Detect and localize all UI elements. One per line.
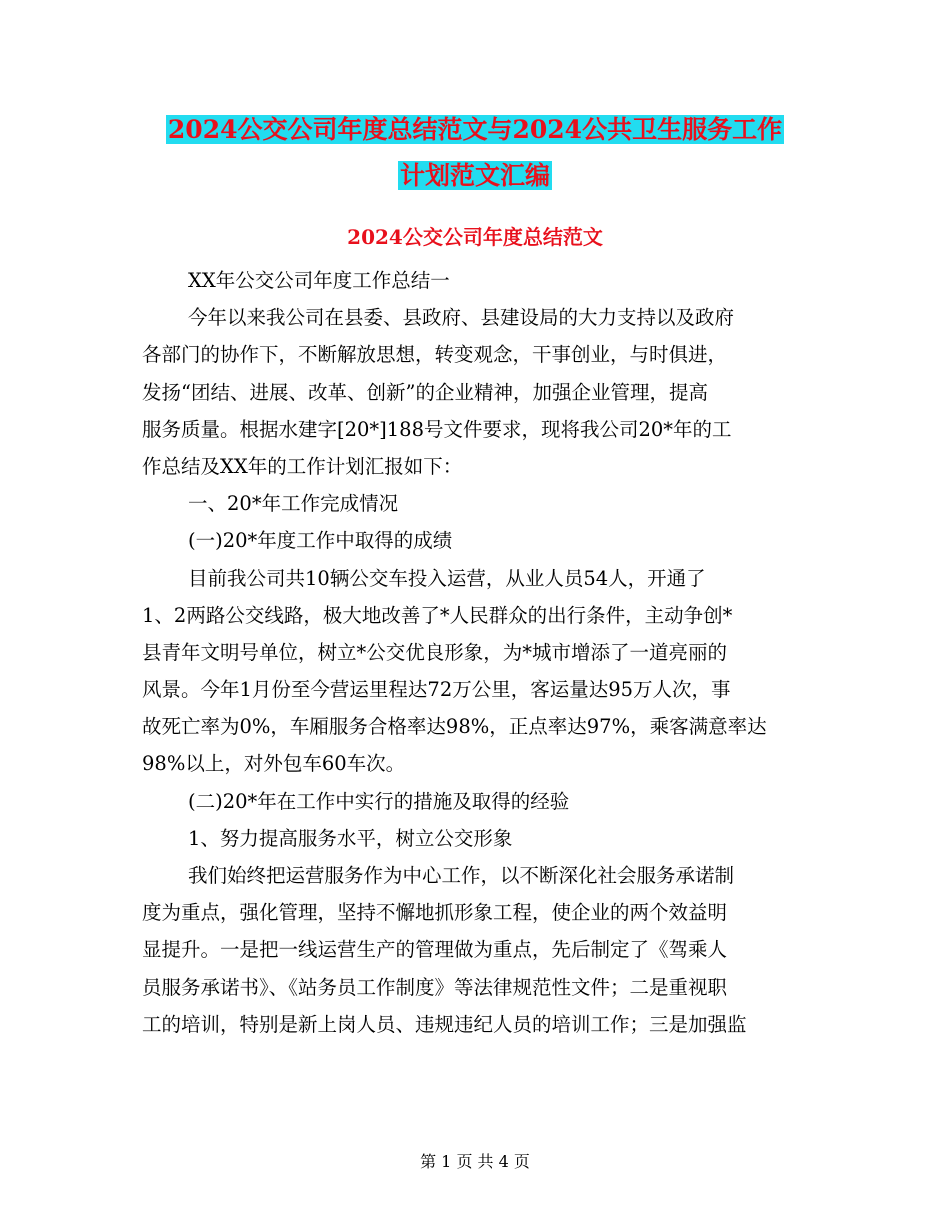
document-body [142,262,812,1043]
text-line: 一、20*年工作完成情况 [188,492,399,516]
text-line: 发扬“团结、进展、改革、创新”的企业精神，加强企业管理，提高 [142,380,708,404]
page-footer: 第 1 页 共 4 页 [420,1152,530,1171]
text-line: 员服务承诺书》、《站务员工作制度》等法律规范性文件；二是重视职 [142,975,728,999]
text-line: 今年以来我公司在县委、县政府、县建设局的大力支持以及政府 [188,306,735,330]
title-highlight: 2024公交公司年度总结范文与2024公共卫生服务工作 [167,115,783,144]
text-line: 1、努力提高服务水平，树立公交形象 [188,826,513,850]
text-line: 风景。今年1月份至今营运里程达72万公里，客运量达95万人次，事 [142,678,731,702]
title-highlight: 计划范文汇编 [399,161,550,190]
section-title: 2024公交公司年度总结范文 [347,225,603,249]
text-line: 我们始终把运营服务作为中心工作，以不断深化社会服务承诺制 [188,864,735,887]
text-line: 工的培训，特别是新上岗人员、违规违纪人员的培训工作；三是加强监 [142,1012,747,1036]
text-line: 目前我公司共10辆公交车投入运营，从业人员54人，开通了 [188,566,706,590]
text-line: 服务质量。根据水建字[20*]188号文件要求，现将我公司20*年的工 [142,417,732,441]
document-title-line-1 [0,108,950,152]
text-line: (一)20*年度工作中取得的成绩 [188,529,453,553]
text-line: 县青年文明号单位，树立*公交优良形象，为*城市增添了一道亮丽的 [142,640,728,664]
text-line: XX年公交公司年度工作总结一 [188,269,450,292]
text-line: 作总结及XX年的工作计划汇报如下： [142,454,463,478]
text-line: 1、2两路公交线路，极大地改善了*人民群众的出行条件，主动争创* [142,603,733,627]
text-line: 各部门的协作下，不断解放思想，转变观念，干事创业，与时俱进， [142,343,728,367]
document-title-line-2 [0,154,950,198]
text-line: 故死亡率为0%，车厢服务合格率达98%，正点率达97%，乘客满意率达 [142,715,767,739]
text-line: (二)20*年在工作中实行的措施及取得的经验 [188,789,570,813]
text-line: 98%以上，对外包车60车次。 [142,752,406,776]
text-line: 度为重点，强化管理，坚持不懈地抓形象工程，使企业的两个效益明 [142,901,728,925]
text-line: 显提升。一是把一线运营生产的管理做为重点，先后制定了《驾乘人 [142,938,728,962]
